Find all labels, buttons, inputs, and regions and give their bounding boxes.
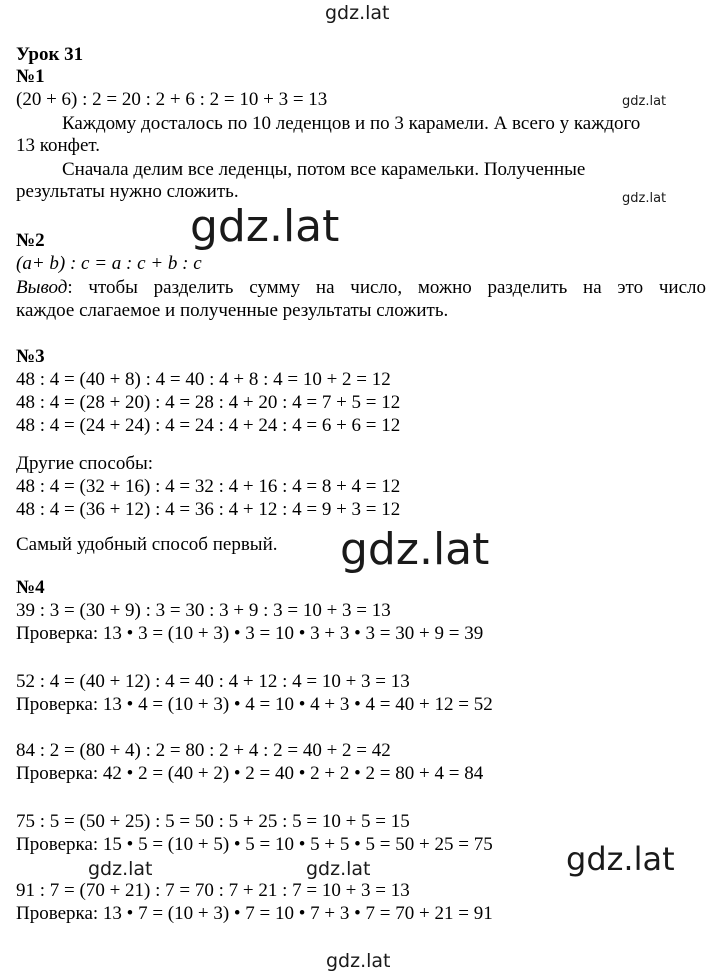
watermark-bottom-left: gdz.lat bbox=[88, 858, 153, 880]
task3-other-label: Другие способы: bbox=[16, 453, 154, 474]
watermark-small-1: gdz.lat bbox=[622, 94, 667, 109]
task1-para2-line1: Сначала делим все леденцы, потом все карамельки. Полученные bbox=[62, 159, 586, 180]
task3-other-line: 48 : 4 = (36 + 12) : 4 = 36 : 4 + 12 : 4 = 9 + 3 = 12 bbox=[16, 499, 401, 520]
watermark-top: gdz.lat bbox=[325, 2, 390, 24]
task4-calc: 91 : 7 = (70 + 21) : 7 = 70 : 7 + 21 : 7 = 10 + 3 = 13 bbox=[16, 880, 410, 901]
watermark-bottom: gdz.lat bbox=[326, 950, 391, 972]
task4-check: Проверка: 13 • 3 = (10 + 3) • 3 = 10 • 3 + 3 • 3 = 30 + 9 = 39 bbox=[16, 623, 484, 644]
watermark-large-1: gdz.lat bbox=[190, 201, 340, 252]
task1-para2-line2: результаты нужно сложить. bbox=[16, 181, 239, 202]
task3-other-line: 48 : 4 = (32 + 16) : 4 = 32 : 4 + 16 : 4 = 8 + 4 = 12 bbox=[16, 476, 401, 497]
task1-number: №1 bbox=[16, 66, 45, 87]
task4-check: Проверка: 13 • 4 = (10 + 3) • 4 = 10 • 4 + 3 • 4 = 40 + 12 = 52 bbox=[16, 694, 493, 715]
task2-conclusion-line2: каждое слагаемое и полученные результаты сложить. bbox=[16, 300, 449, 321]
lesson-title: Урок 31 bbox=[16, 44, 84, 65]
task1-formula: (20 + 6) : 2 = 20 : 2 + 6 : 2 = 10 + 3 = 13 bbox=[16, 89, 328, 110]
task3-line: 48 : 4 = (40 + 8) : 4 = 40 : 4 + 8 : 4 = 10 + 2 = 12 bbox=[16, 369, 391, 390]
task1-para1-line2: 13 конфет. bbox=[16, 135, 101, 156]
task2-conclusion-text: : чтобы разделить сумму на число, можно разделить на это число bbox=[67, 277, 706, 298]
task3-best: Самый удобный способ первый. bbox=[16, 534, 278, 555]
task4-calc: 75 : 5 = (50 + 25) : 5 = 50 : 5 + 25 : 5 = 10 + 5 = 15 bbox=[16, 811, 410, 832]
task2-number: №2 bbox=[16, 230, 45, 251]
watermark-small-2: gdz.lat bbox=[622, 191, 667, 206]
task1-para1-line1: Каждому досталось по 10 леденцов и по 3 карамели. А всего у каждого bbox=[62, 113, 641, 134]
task4-calc: 39 : 3 = (30 + 9) : 3 = 30 : 3 + 9 : 3 = 10 + 3 = 13 bbox=[16, 600, 391, 621]
task2-conclusion-line1 bbox=[16, 277, 706, 299]
task2-conclusion-label: Вывод bbox=[16, 277, 68, 298]
task4-check: Проверка: 42 • 2 = (40 + 2) • 2 = 40 • 2 + 2 • 2 = 80 + 4 = 84 bbox=[16, 763, 484, 784]
task2-formula: (a+ b) : c = a : c + b : c bbox=[16, 253, 202, 274]
task4-calc: 84 : 2 = (80 + 4) : 2 = 80 : 2 + 4 : 2 = 40 + 2 = 42 bbox=[16, 740, 391, 761]
task4-number: №4 bbox=[16, 577, 45, 598]
watermark-large-2: gdz.lat bbox=[340, 524, 490, 575]
task3-number: №3 bbox=[16, 346, 45, 367]
task4-check: Проверка: 15 • 5 = (10 + 5) • 5 = 10 • 5 + 5 • 5 = 50 + 25 = 75 bbox=[16, 834, 493, 855]
watermark-bottom-mid: gdz.lat bbox=[306, 858, 371, 880]
task3-line: 48 : 4 = (24 + 24) : 4 = 24 : 4 + 24 : 4 = 6 + 6 = 12 bbox=[16, 415, 401, 436]
task3-line: 48 : 4 = (28 + 20) : 4 = 28 : 4 + 20 : 4 = 7 + 5 = 12 bbox=[16, 392, 401, 413]
task4-check: Проверка: 13 • 7 = (10 + 3) • 7 = 10 • 7 + 3 • 7 = 70 + 21 = 91 bbox=[16, 903, 493, 924]
task4-calc: 52 : 4 = (40 + 12) : 4 = 40 : 4 + 12 : 4 = 10 + 3 = 13 bbox=[16, 671, 410, 692]
watermark-large-3: gdz.lat bbox=[566, 840, 675, 878]
